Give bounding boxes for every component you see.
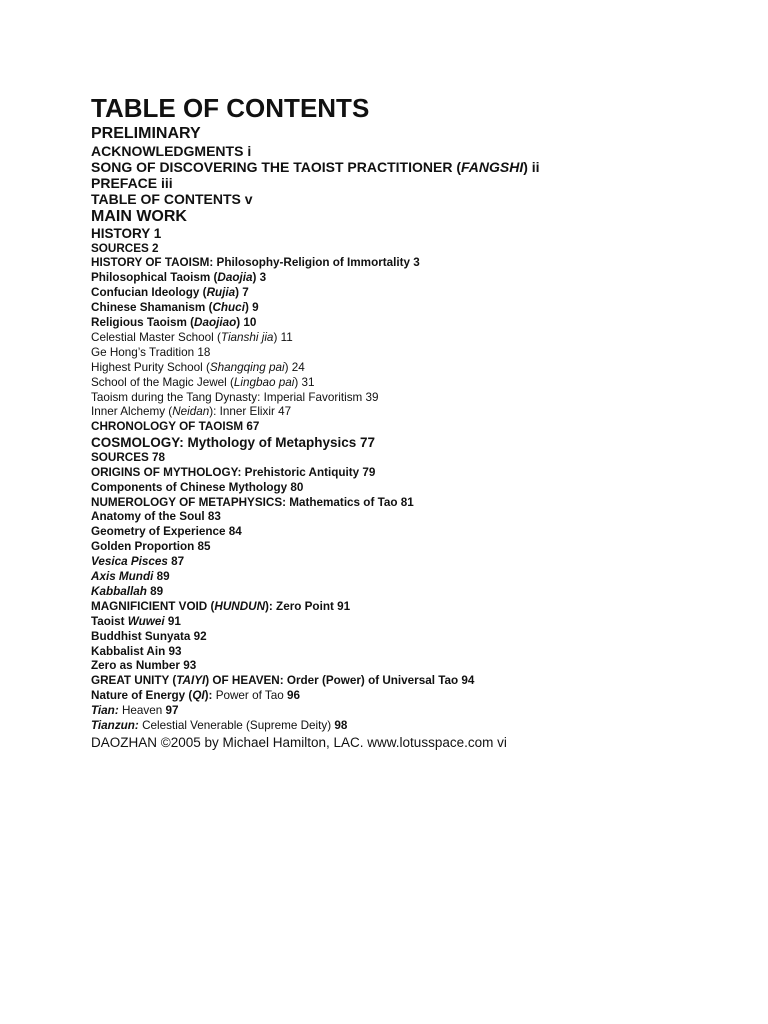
toc-entry	[91, 316, 751, 331]
toc-entry-text: Kabballah	[91, 584, 147, 598]
toc-entry-text: CHRONOLOGY OF TAOISM 67	[91, 420, 260, 434]
toc-entry	[91, 286, 751, 301]
toc-entry-text: QI	[192, 689, 205, 703]
toc-entry-text: Shangqing pai	[209, 360, 285, 374]
toc-entry	[91, 555, 751, 570]
toc-entry	[91, 570, 751, 585]
toc-entry-text: 91	[164, 614, 181, 628]
toc-entry-text: 96	[283, 689, 300, 703]
toc-entry-text: Wuwei	[127, 614, 165, 628]
toc-entry	[91, 674, 751, 689]
toc-entry	[91, 719, 751, 734]
toc-entry-text: Taoism during the Tang Dynasty: Imperial Favoritism 39	[91, 390, 379, 404]
toc-entry	[91, 346, 751, 361]
toc-entry-text: SOURCES 2	[91, 241, 159, 255]
toc-entry	[91, 124, 751, 143]
toc-entry	[91, 645, 751, 660]
toc-entry	[91, 143, 751, 159]
toc-entry-text: Tian:	[91, 704, 119, 718]
toc-entry-text: 97	[162, 704, 179, 718]
toc-entry-text: Daojia	[217, 271, 253, 285]
toc-entry-text: ) 3	[252, 271, 267, 285]
toc-entry	[91, 175, 751, 191]
toc-entry-text: Rujia	[206, 286, 236, 300]
toc-entry	[91, 689, 751, 704]
toc-entry-text: HISTORY 1	[91, 226, 162, 241]
toc-entry-text: 89	[153, 570, 170, 584]
toc-entry-text: PRELIMINARY	[91, 125, 201, 142]
toc-entry	[91, 420, 751, 435]
toc-entry-text: PREFACE iii	[91, 175, 173, 191]
toc-entry	[91, 600, 751, 615]
toc-entry	[91, 525, 751, 540]
toc-entry-text: ): Inner Elixir 47	[209, 405, 292, 419]
toc-entry-text: School of the Magic Jewel (	[91, 375, 234, 389]
page-footer	[91, 734, 751, 751]
toc-entry	[91, 540, 751, 555]
page-title: TABLE OF CONTENTS	[91, 93, 370, 123]
toc-entry	[91, 391, 751, 406]
toc-entry-text: Inner Alchemy (	[91, 405, 173, 419]
toc-entry-text: ) 10	[236, 316, 257, 330]
toc-entry-text: ) OF HEAVEN: Order (Power) of Universal Tao 94	[205, 674, 475, 688]
toc-entry-text: ACKNOWLEDGMENTS i	[91, 143, 252, 159]
toc-entry-text: Daojiao	[194, 316, 237, 330]
toc-entry-text: 98	[331, 719, 348, 733]
toc-entry-text: 87	[167, 555, 185, 569]
toc-entry-text: Religious Taoism (	[91, 316, 195, 330]
toc-entry	[91, 331, 751, 346]
toc-entry-text: ) 9	[244, 301, 259, 315]
toc-entry-text: FANGSHI	[460, 159, 524, 175]
toc-entry	[91, 207, 751, 226]
toc-entry	[91, 659, 751, 674]
toc-entry-text: Anatomy of the Soul 83	[91, 510, 221, 524]
toc-entry-text: MAIN WORK	[91, 208, 187, 225]
toc-entry-text: TABLE OF CONTENTS v	[91, 191, 253, 207]
toc-entry	[91, 466, 751, 481]
toc-entry-text: HUNDUN	[214, 599, 266, 613]
toc-entry	[91, 159, 751, 175]
toc-entry	[91, 242, 751, 257]
toc-entry-text: Components of Chinese Mythology 80	[91, 480, 304, 494]
toc-entry	[91, 361, 751, 376]
toc-entry-text: Tianshi jia	[220, 330, 274, 344]
toc-entry-text: Celestial Venerable (Supreme Deity)	[138, 719, 332, 733]
toc-entry-text: Kabbalist Ain 93	[91, 644, 182, 658]
toc-entry-text: Ge Hong’s Tradition 18	[91, 345, 211, 359]
toc-entry	[91, 376, 751, 391]
toc-entry-text: Geometry of Experience 84	[91, 525, 242, 539]
toc-list	[91, 124, 751, 751]
toc-entry	[91, 256, 751, 271]
toc-entry	[91, 451, 751, 466]
toc-entry-text: MAGNIFICIENT VOID (	[91, 599, 215, 613]
toc-entry-text: Heaven	[118, 704, 163, 718]
toc-entry	[91, 585, 751, 600]
toc-entry-text: Nature of Energy (	[91, 689, 193, 703]
toc-entry-text: HISTORY OF TAOISM: Philosophy-Religion of Immortality 3	[91, 256, 420, 270]
toc-entry-text: Celestial Master School (	[91, 330, 221, 344]
toc-entry-text: ) 11	[273, 330, 293, 344]
toc-entry-text: NUMEROLOGY OF METAPHYSICS: Mathematics of Tao 81	[91, 495, 414, 509]
toc-entry-text: SONG OF DISCOVERING THE TAOIST PRACTITIONER (	[91, 159, 461, 175]
toc-entry	[91, 271, 751, 286]
toc-entry-text: Taoist	[91, 614, 128, 628]
toc-entry-text: Highest Purity School (	[91, 360, 210, 374]
toc-entry	[91, 481, 751, 496]
toc-entry-text: Philosophical Taoism (	[91, 271, 218, 285]
toc-entry-text: GREAT UNITY (	[91, 674, 177, 688]
toc-entry-text: ): Zero Point 91	[265, 599, 351, 613]
toc-entry-text: ) ii	[523, 159, 540, 175]
document-page	[91, 92, 751, 751]
toc-entry-text: Tianzun:	[91, 719, 139, 733]
toc-entry	[91, 301, 751, 316]
toc-entry-text: COSMOLOGY: Mythology of Metaphysics 77	[91, 435, 376, 451]
toc-entry-text: 89	[146, 584, 164, 598]
toc-entry-text: Neidan	[172, 405, 210, 419]
toc-entry-text: Chinese Shamanism (	[91, 301, 213, 315]
toc-entry	[91, 630, 751, 645]
toc-entry	[91, 191, 751, 207]
toc-entry-text: Axis Mundi	[91, 570, 154, 584]
toc-entry-text: SOURCES 78	[91, 450, 166, 464]
toc-entry	[91, 510, 751, 525]
toc-entry-text: ):	[204, 689, 216, 703]
toc-entry	[91, 435, 751, 451]
toc-entry-text: DAOZHAN ©2005 by Michael Hamilton, LAC. www.lotusspace.com vi	[91, 735, 507, 750]
toc-entry	[91, 615, 751, 630]
toc-entry-text: Confucian Ideology (	[91, 286, 207, 300]
toc-entry-text: Power of Tao	[215, 689, 284, 703]
toc-entry	[91, 704, 751, 719]
toc-entry-text: Chuci	[212, 301, 245, 315]
toc-entry-text: ) 24	[284, 360, 305, 374]
toc-entry	[91, 405, 751, 420]
toc-entry-text: Golden Proportion 85	[91, 540, 211, 554]
toc-entry-text: Zero as Number 93	[91, 659, 197, 673]
toc-entry-text: Buddhist Sunyata 92	[91, 629, 207, 643]
toc-entry-text: TAIYI	[176, 674, 206, 688]
toc-entry-text: Lingbao pai	[233, 375, 295, 389]
toc-entry-text: ORIGINS OF MYTHOLOGY: Prehistoric Antiquity 79	[91, 465, 376, 479]
toc-entry	[91, 496, 751, 511]
toc-entry-text: ) 7	[235, 286, 249, 300]
toc-entry-text: Vesica Pisces	[91, 555, 168, 569]
toc-entry	[91, 226, 751, 242]
toc-entry-text: ) 31	[294, 375, 315, 389]
